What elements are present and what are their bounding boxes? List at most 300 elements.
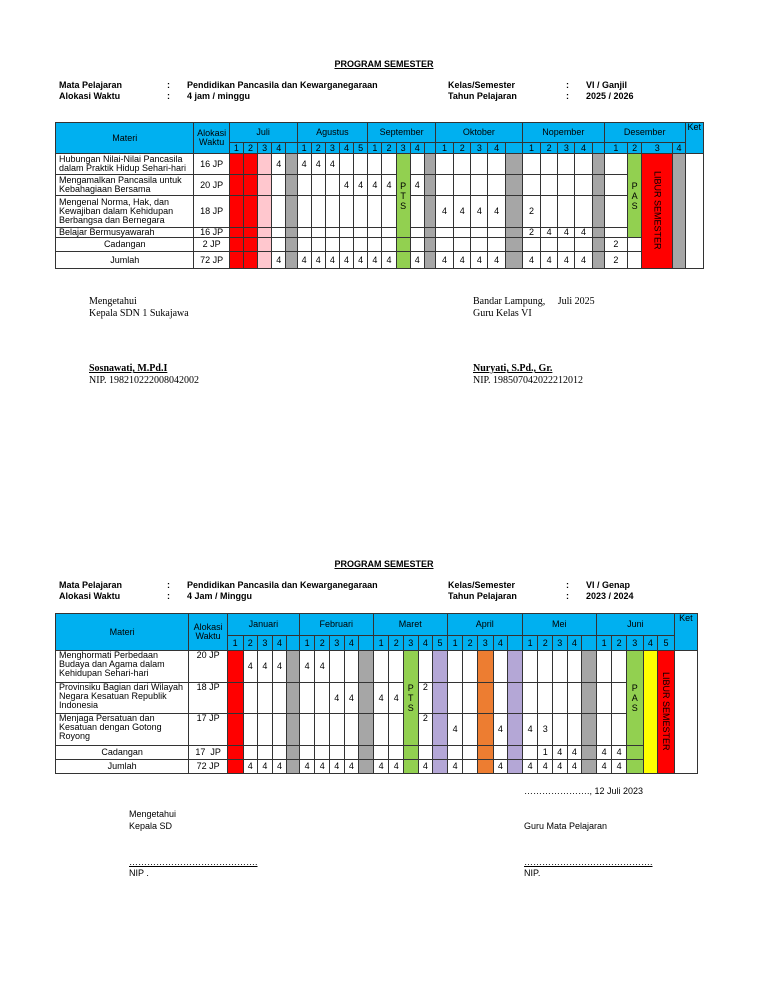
pts-letter: P — [400, 180, 407, 191]
cell — [311, 228, 325, 238]
cell: 4 — [493, 714, 508, 746]
sem2-row1-materi: Menghormati Perbedaan Budaya dan Agama dalam Kehidupan Sehari-hari — [56, 651, 189, 683]
cell: 4 — [315, 651, 330, 683]
pas-letter: S — [631, 703, 638, 713]
cell — [567, 714, 582, 746]
cell — [286, 196, 297, 228]
week: 4 — [339, 143, 353, 154]
week: 3 — [471, 143, 488, 154]
cell: 4 — [558, 228, 575, 238]
cell — [463, 651, 478, 683]
pas-letter: P — [631, 180, 638, 191]
cell — [488, 228, 505, 238]
cell — [227, 760, 243, 774]
cell — [505, 154, 522, 175]
cell: 4 — [330, 683, 345, 714]
sem1-row2-jp: 20 JP — [194, 175, 229, 196]
sem1-month-desember: Desember — [604, 123, 685, 143]
cell — [272, 683, 287, 714]
sem1-row1-jp: 16 JP — [194, 154, 229, 175]
cell — [258, 154, 272, 175]
cell — [359, 760, 374, 774]
cell — [493, 651, 508, 683]
sem1-kepala: Kepala SDN 1 Sukajawa — [89, 308, 189, 319]
cell — [229, 175, 243, 196]
cell — [344, 714, 359, 746]
cell — [229, 252, 243, 269]
cell: 4 — [435, 252, 453, 269]
cell — [424, 154, 435, 175]
cell — [505, 196, 522, 228]
cell — [272, 228, 286, 238]
week: 3 — [258, 636, 273, 651]
sem2-cadangan-jp: 17 JP — [189, 746, 228, 760]
cell — [243, 746, 258, 760]
cell: 4 — [612, 760, 627, 774]
sem1-pts-column — [396, 154, 410, 238]
cell: 4 — [471, 196, 488, 228]
cell — [297, 238, 311, 252]
cell — [297, 175, 311, 196]
sem2-row2-jp: 18 JP — [189, 683, 228, 714]
week: 3 — [642, 143, 673, 154]
cell — [592, 252, 604, 269]
cell — [325, 228, 339, 238]
cell: 4 — [368, 175, 382, 196]
sem1-title: PROGRAM SEMESTER — [334, 59, 434, 69]
cell — [552, 714, 567, 746]
week: 3 — [325, 143, 339, 154]
week: 3 — [477, 636, 493, 651]
cell: 2 — [418, 714, 433, 746]
cell — [424, 228, 435, 238]
cell: 4 — [447, 760, 463, 774]
week — [359, 636, 374, 651]
week: 1 — [227, 636, 243, 651]
sem1-row4-materi: Belajar Bermusyawarah — [56, 228, 194, 238]
pas-letter: P — [631, 683, 638, 693]
cell — [673, 154, 685, 269]
week — [582, 636, 597, 651]
sem2-mata-value: Pendidikan Pancasila dan Kewarganegaraan — [187, 580, 378, 590]
cell — [471, 228, 488, 238]
week: 3 — [258, 143, 272, 154]
sem2-header-ket: Ket — [674, 614, 697, 651]
cell: 4 — [541, 252, 558, 269]
cell — [299, 714, 315, 746]
cell — [258, 683, 273, 714]
week: 1 — [522, 143, 540, 154]
sem1-tahun-value: 2025 / 2026 — [586, 91, 634, 101]
cell — [567, 651, 582, 683]
cell: 4 — [493, 760, 508, 774]
sem2-header-materi: Materi — [56, 614, 189, 651]
week: 1 — [299, 636, 315, 651]
week — [505, 143, 522, 154]
cell — [575, 196, 592, 228]
sem1-colon: : — [566, 80, 569, 90]
sem1-header-ket: Ket — [685, 123, 703, 154]
week: 1 — [435, 143, 453, 154]
sem2-colon: : — [566, 591, 569, 601]
cell — [628, 252, 642, 269]
cell — [592, 196, 604, 228]
cell — [272, 746, 287, 760]
cell: 4 — [339, 175, 353, 196]
cell — [229, 228, 243, 238]
sem1-kepala-nip: NIP. 198210222008042002 — [89, 375, 200, 386]
cell — [258, 238, 272, 252]
cell: 4 — [344, 683, 359, 714]
cell — [626, 746, 643, 760]
cell — [354, 228, 368, 238]
sem1-guru-nip: NIP. 198507042022212012 — [473, 375, 584, 386]
cell: 4 — [454, 252, 471, 269]
cell — [463, 746, 478, 760]
sem1-month-nopember: Nopember — [522, 123, 604, 143]
cell — [272, 175, 286, 196]
sem1-row3-jp: 18 JP — [194, 196, 229, 228]
cell — [243, 252, 257, 269]
cell — [628, 238, 642, 252]
cell: 4 — [373, 683, 389, 714]
cell — [435, 154, 453, 175]
week: 4 — [410, 143, 424, 154]
cell — [596, 714, 612, 746]
week: 2 — [315, 636, 330, 651]
cell — [508, 714, 523, 746]
cell — [505, 252, 522, 269]
cell — [227, 683, 243, 714]
cell — [389, 714, 404, 746]
sem1-guru-name: Nuryati, S.Pd., Gr. — [473, 363, 553, 374]
week: 1 — [368, 143, 382, 154]
sem2-jumlah-label: Jumlah — [56, 760, 189, 774]
cell — [575, 175, 592, 196]
sem2-colon: : — [167, 580, 170, 590]
sem2-tahun-label: Tahun Pelajaran — [448, 591, 517, 601]
sem1-libur-column — [642, 154, 673, 269]
week: 4 — [272, 143, 286, 154]
pas-letter: A — [631, 693, 638, 703]
sem1-colon: : — [167, 91, 170, 101]
cell — [325, 196, 339, 228]
cell: 4 — [297, 154, 311, 175]
cell: 4 — [575, 228, 592, 238]
sem1-ket-cell — [685, 154, 703, 269]
cell — [471, 154, 488, 175]
cell: 4 — [272, 252, 286, 269]
week: 4 — [567, 636, 582, 651]
cell: 4 — [538, 760, 553, 774]
cell — [382, 238, 396, 252]
cell: 4 — [575, 252, 592, 269]
cell: 4 — [567, 760, 582, 774]
cell — [541, 154, 558, 175]
sem2-month-april: April — [447, 614, 522, 636]
cell — [538, 651, 553, 683]
cell — [592, 175, 604, 196]
cell — [541, 175, 558, 196]
cell — [368, 238, 382, 252]
cell — [508, 746, 523, 760]
cell — [359, 683, 374, 714]
week: 2 — [463, 636, 478, 651]
cell — [410, 228, 424, 238]
week: 4 — [344, 636, 359, 651]
week — [592, 143, 604, 154]
cell — [488, 154, 505, 175]
sem1-place-date: Bandar Lampung, Juli 2025 — [473, 296, 595, 307]
sem1-schedule-table — [55, 122, 704, 269]
sem2-month-januari: Januari — [227, 614, 299, 636]
week: 2 — [541, 143, 558, 154]
sem1-colon: : — [566, 91, 569, 101]
cell — [325, 175, 339, 196]
week: 5 — [658, 636, 675, 651]
cell — [582, 760, 597, 774]
week: 2 — [538, 636, 553, 651]
cell — [286, 252, 297, 269]
cell — [396, 238, 410, 252]
cell — [604, 175, 627, 196]
cell — [287, 714, 300, 746]
cell — [567, 683, 582, 714]
cell — [612, 683, 627, 714]
cell: 4 — [354, 175, 368, 196]
cell: 4 — [410, 175, 424, 196]
cell — [505, 175, 522, 196]
cell — [354, 154, 368, 175]
cell — [243, 196, 257, 228]
cell — [604, 228, 627, 238]
cell — [311, 196, 325, 228]
cell: 4 — [339, 252, 353, 269]
cell — [582, 651, 597, 683]
sem1-header-alokasi: Alokasi Waktu — [194, 123, 229, 154]
sem2-guru-dots: ……………………………………. — [524, 857, 653, 867]
cell — [227, 651, 243, 683]
libur-label: LIBUR SEMESTER — [652, 170, 663, 250]
cell — [286, 238, 297, 252]
sem2-colon: : — [167, 591, 170, 601]
cell — [243, 228, 257, 238]
cell — [477, 714, 493, 746]
cell — [287, 683, 300, 714]
cell: 4 — [541, 228, 558, 238]
cell — [643, 651, 658, 774]
cell — [418, 651, 433, 683]
cell — [373, 651, 389, 683]
cell — [227, 746, 243, 760]
cell — [297, 196, 311, 228]
cell: 4 — [311, 252, 325, 269]
sem2-header-alokasi: Alokasi Waktu — [189, 614, 228, 651]
cell — [433, 683, 448, 714]
cell — [626, 760, 643, 774]
cell — [368, 196, 382, 228]
sem2-libur-column — [658, 651, 675, 774]
cell: 4 — [418, 760, 433, 774]
cell — [354, 238, 368, 252]
cell — [258, 196, 272, 228]
pas-letter: S — [631, 200, 638, 211]
sem1-header-materi: Materi — [56, 123, 194, 154]
cell — [424, 252, 435, 269]
cell — [454, 175, 471, 196]
cell: 4 — [373, 760, 389, 774]
cell — [344, 651, 359, 683]
sem1-mata-label: Mata Pelajaran — [59, 80, 123, 90]
sem2-month-maret: Maret — [373, 614, 447, 636]
cell: 4 — [567, 746, 582, 760]
sem1-mengetahui: Mengetahui — [89, 296, 137, 307]
cell: 4 — [389, 760, 404, 774]
week: 3 — [396, 143, 410, 154]
cell — [541, 238, 558, 252]
cell — [287, 746, 300, 760]
cell — [368, 228, 382, 238]
sem2-tahun-value: 2023 / 2024 — [586, 591, 634, 601]
cell — [315, 746, 330, 760]
cell: 4 — [258, 760, 273, 774]
cell: 4 — [471, 252, 488, 269]
sem2-row3-materi: Menjaga Persatuan dan Kesatuan dengan Gotong Royong — [56, 714, 189, 746]
cell — [463, 760, 478, 774]
cell — [272, 196, 286, 228]
sem1-kepala-name: Sosnawati, M.Pd.I — [89, 363, 168, 374]
cell: 4 — [454, 196, 471, 228]
cell: 4 — [330, 760, 345, 774]
cell — [243, 683, 258, 714]
cell — [368, 154, 382, 175]
cell — [477, 746, 493, 760]
cell: 4 — [297, 252, 311, 269]
cell — [447, 651, 463, 683]
cell — [286, 228, 297, 238]
cell — [258, 746, 273, 760]
cell — [373, 746, 389, 760]
cell — [424, 175, 435, 196]
week: 4 — [643, 636, 658, 651]
sem2-alokasi-value: 4 Jam / Minggu — [187, 591, 253, 601]
week: 2 — [612, 636, 627, 651]
cell — [522, 746, 538, 760]
sem1-kelas-label: Kelas/Semester — [448, 80, 516, 90]
cell — [287, 651, 300, 683]
cell — [286, 154, 297, 175]
cell — [344, 746, 359, 760]
sem2-kelas-value: VI / Genap — [586, 580, 631, 590]
cell — [575, 238, 592, 252]
cell: 4 — [382, 252, 396, 269]
week: 4 — [488, 143, 505, 154]
cell — [612, 714, 627, 746]
cell — [508, 683, 523, 714]
week: 4 — [575, 143, 592, 154]
week: 4 — [493, 636, 508, 651]
cell: 2 — [522, 228, 540, 238]
week: 1 — [522, 636, 538, 651]
cell — [508, 760, 523, 774]
cell — [558, 196, 575, 228]
cell — [522, 651, 538, 683]
cell: 4 — [258, 651, 273, 683]
cell — [522, 175, 540, 196]
sem1-alokasi-label: Alokasi Waktu — [59, 91, 121, 101]
cell — [339, 196, 353, 228]
sem1-mata-value: Pendidikan Pancasila dan Kewarganegaraan — [187, 80, 378, 90]
sem2-guru: Guru Mata Pelajaran — [524, 821, 608, 831]
cell: 4 — [344, 760, 359, 774]
cell — [227, 714, 243, 746]
sem2-title: PROGRAM SEMESTER — [334, 559, 434, 569]
sem1-month-agustus: Agustus — [297, 123, 368, 143]
cell: 4 — [522, 252, 540, 269]
cell — [382, 196, 396, 228]
sem1-jumlah-label: Jumlah — [56, 252, 194, 269]
sem2-guru-nip: NIP. — [524, 868, 541, 878]
cell — [243, 175, 257, 196]
cell — [558, 154, 575, 175]
cell — [418, 746, 433, 760]
sem2-kepala-nip: NIP . — [129, 868, 149, 878]
week: 1 — [596, 636, 612, 651]
cell — [359, 714, 374, 746]
week: 1 — [604, 143, 627, 154]
cell: 4 — [596, 746, 612, 760]
sem1-row4-jp: 16 JP — [194, 228, 229, 238]
sem2-schedule-table — [55, 613, 698, 774]
sem1-row1-materi: Hubungan Nilai-Nilai Pancasila dalam Praktik Hidup Sehari-hari — [56, 154, 194, 175]
cell — [315, 683, 330, 714]
cell — [359, 651, 374, 683]
cell — [522, 154, 540, 175]
sem2-jumlah-jp: 72 JP — [189, 760, 228, 774]
cell: 3 — [538, 714, 553, 746]
week: 3 — [330, 636, 345, 651]
sem1-alokasi-value: 4 jam / minggu — [187, 91, 251, 101]
week: 2 — [454, 143, 471, 154]
cell — [410, 196, 424, 228]
week: 2 — [243, 143, 257, 154]
cell — [389, 746, 404, 760]
week: 3 — [626, 636, 643, 651]
cell — [488, 175, 505, 196]
cell — [612, 651, 627, 683]
sem1-jumlah-jp: 72 JP — [194, 252, 229, 269]
cell: 4 — [552, 746, 567, 760]
cell: 4 — [354, 252, 368, 269]
cell: 4 — [389, 683, 404, 714]
sem2-mengetahui: Mengetahui — [129, 809, 177, 819]
cell — [471, 238, 488, 252]
sem2-month-februari: Februari — [299, 614, 373, 636]
cell: 4 — [311, 154, 325, 175]
cell — [558, 238, 575, 252]
week: 2 — [311, 143, 325, 154]
sem1-month-september: September — [368, 123, 436, 143]
sem1-row2-materi: Mengamalkan Pancasila untuk Kebahagiaan Bersama — [56, 175, 194, 196]
cell — [339, 228, 353, 238]
cell: 2 — [604, 252, 627, 269]
cell — [596, 683, 612, 714]
cell — [287, 760, 300, 774]
cell — [373, 714, 389, 746]
cell — [538, 683, 553, 714]
week: 4 — [418, 636, 433, 651]
cell — [582, 714, 597, 746]
